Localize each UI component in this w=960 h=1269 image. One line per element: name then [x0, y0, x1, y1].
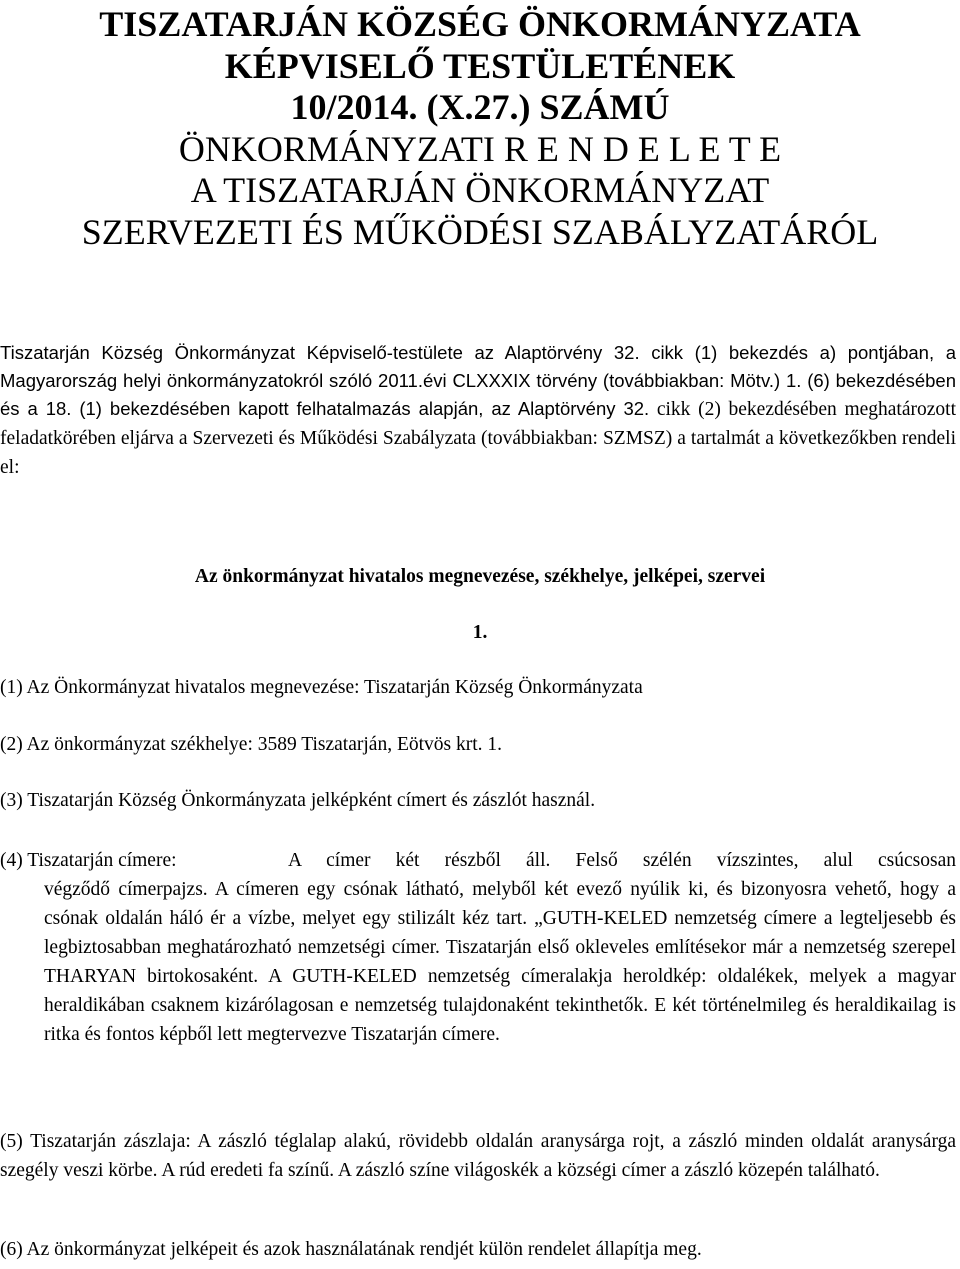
title-line-4: ÖNKORMÁNYZATI R E N D E L E T E: [178, 128, 782, 169]
paragraph-4-first-row: [0, 846, 956, 875]
paragraph-2: (2) Az önkormányzat székhelye: 3589 Tiszatarján, Eötvös krt. 1.: [0, 734, 503, 755]
preamble-paragraph: [0, 339, 956, 482]
document-title: [0, 4, 960, 253]
title-line-5: A TISZATARJÁN ÖNKORMÁNYZAT: [190, 170, 770, 210]
paragraph-6: (6) Az önkormányzat jelképeit és azok használatának rendjét külön rendelet állapítja meg.: [0, 1239, 702, 1260]
paragraph-4-label: (4) Tiszatarján címere:: [0, 850, 177, 871]
paragraph-4-first-line: A címer két részből áll. Felső szélén vízszintes, alul csúcsosan: [288, 850, 956, 871]
title-line-6: SZERVEZETI ÉS MŰKÖDÉSI SZABÁLYZATÁRÓL: [81, 211, 879, 252]
section-number: 1.: [472, 622, 488, 643]
title-line-3: 10/2014. (X.27.) SZÁMÚ: [290, 87, 670, 127]
section-heading: Az önkormányzat hivatalos megnevezése, székhelye, jelképei, szervei: [194, 566, 766, 587]
preamble-serif-text: cikk (2) bekezdésében meghatározott feladatkörében eljárva a Szervezeti és Működési Szabályzata (továbbiakban: SZMSZ) a tartalmát a következőkben rendeli el:: [0, 399, 956, 478]
paragraph-4-body: végződő címerpajzs. A címeren egy csónak látható, melyből két evező nyúlik ki, és bizonyosra vehető, hogy a csónak oldalán háló ér a vízbe, melyet egy stilizált kéz tart. „GUTH-KELED nemzetség címere a legteljesebb és legbiztosabban meghatározható nemzetségi címer. Tiszatarján első okleveles említésekor már a nemzetség szerepel THARYAN birtokosaként. A GUTH-KELED nemzetség címeralakja heroldkép: oldalékek, melyek a magyar heraldikában csaknem kizárólagosan e nemzetség tulajdonaként tekinthetők. E két történelmileg és heraldikailag is ritka és fontos képből lett megtervezve Tiszatarján címere.: [44, 879, 956, 1045]
paragraph-1: (1) Az Önkormányzat hivatalos megnevezése: Tiszatarján Község Önkormányzata: [0, 677, 643, 698]
title-line-1: TISZATARJÁN KÖZSÉG ÖNKORMÁNYZATA: [99, 4, 861, 44]
preamble-sans-text: Tiszatarján Község Önkormányzat Képviselő-testülete az Alaptörvény 32. cikk (1) bekezdés a) pontjában, a Magyarország helyi önkormányzatokról szóló 2011.évi CLXXXIX törvény (továbbiakban: Mötv.) 1. (6) bekezdésében és a 18. (1) bekezdésében kapott felhatalmazás alapján, az Alaptörvény 32.: [0, 342, 956, 419]
title-line-2: KÉPVISELŐ TESTÜLETÉNEK: [224, 45, 736, 86]
paragraph-5: (5) Tiszatarján zászlaja: A zászló téglalap alakú, rövidebb oldalán aranysárga rojt, a zászló minden oldalát aranysárga szegély veszi körbe. A rúd eredeti fa színű. A zászló színe világoskék a községi címer a zászló közepén található.: [0, 1131, 956, 1181]
paragraph-4: [0, 846, 956, 1049]
paragraph-3: (3) Tiszatarján Község Önkormányzata jelképként címert és zászlót használ.: [0, 790, 596, 811]
